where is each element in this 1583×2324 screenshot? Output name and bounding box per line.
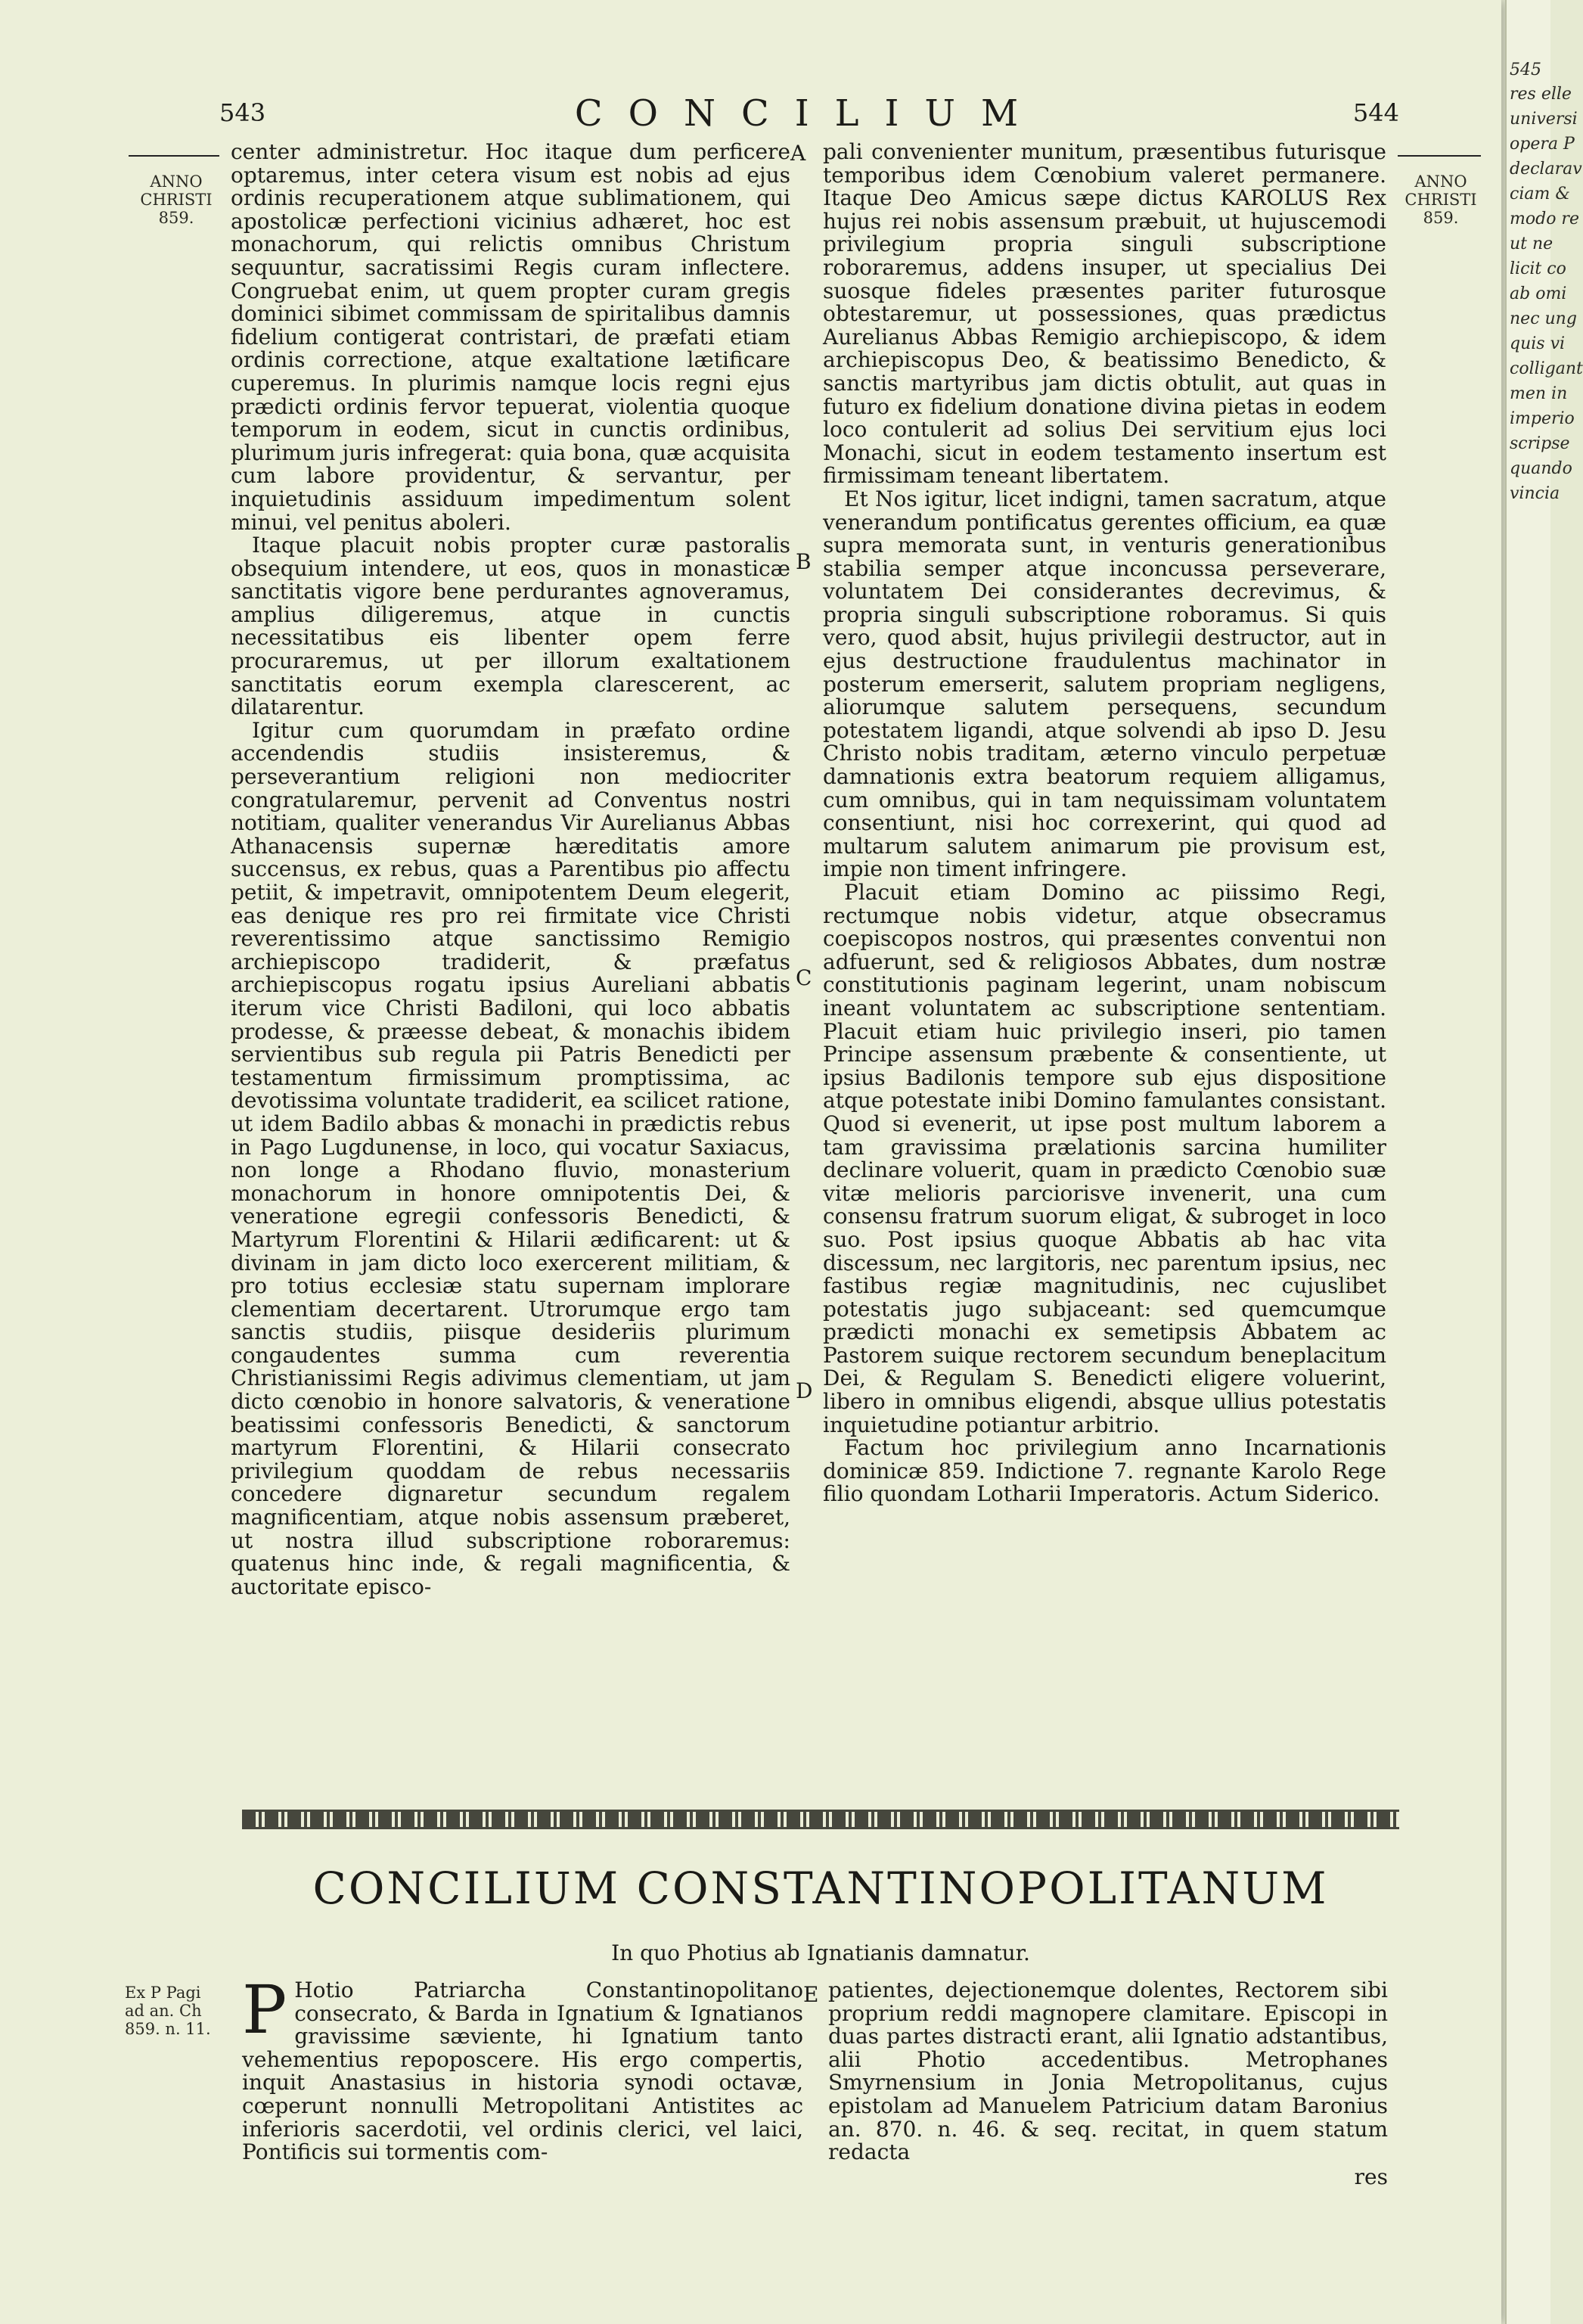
right-anno-note: ANNO CHRISTI 859.	[1405, 172, 1477, 227]
section-title: CONCILIUM CONSTANTINOPOLITANUM	[312, 1863, 1329, 1914]
left-anno-note: ANNO CHRISTI 859.	[140, 172, 213, 227]
source-note: Ex P Pagi ad an. Ch 859. n. 11.	[125, 1984, 211, 2038]
right-rule	[1398, 155, 1481, 157]
section-letter-b: B	[796, 549, 812, 574]
next-page-fragment: ab omi	[1510, 284, 1567, 303]
paragraph: Hotio Patriarcha Constantinopolitano consecrato, & Barda in Ignatium & Ignatianos gravissime sæviente, hi Ignatium tanto vehementius repoposcere. His ergo compertis, inquit Anastasius in historia synodi octavæ, cœperunt nonnulli Metropolitani Antistites ac inferioris sacerdotii, vel ordinis clerici, vel laici, Pontificis sui tormentis com-	[242, 1978, 803, 2165]
paragraph: Itaque placuit nobis propter curæ pastoralis obsequium intendere, ut eos, quos in monasticæ sanctitatis vigore bene perdurantes agnoveramus, amplius diligeremus, atque in cunctis necessitatibus eis libenter opem ferre procuraremus, ut per illorum exaltationem sanctitatis eorum exempla clarescerent, ac dilatarentur.	[231, 533, 790, 720]
section-letter-a: A	[790, 141, 806, 166]
next-page-fragment: nec ung	[1510, 309, 1577, 328]
next-page-fragment: imperio	[1510, 409, 1575, 428]
section-subtitle: In quo Photius ab Ignatianis damnatur.	[611, 1940, 1030, 1965]
section-letter-d: D	[796, 1378, 813, 1403]
next-page-fragment: ciam &	[1510, 185, 1570, 204]
left-page-number: 543	[219, 98, 266, 127]
right-page-number: 544	[1352, 98, 1399, 127]
paragraph: Igitur cum quorumdam in præfato ordine accendendis studiis insisteremus, & perseverantium religioni non mediocriter congratularemur, pervenit ad Conventus nostri notitiam, qualiter venerandus Vir Aurelianus Abbas Athanacensis supernæ hæreditatis amore succensus, ex rebus, quas a Parentibus pio affectu petiit, & impetravit, omnipotentem Deum elegerit, eas denique res pro rei firmitate vice Christi reverentissimo atque sanctissimo Remigio archiepiscopo tradiderit, & præfatus archiepiscopus rogatu ipsius Aureliani abbatis iterum vice Christi Badiloni, qui loco abbatis prodesse, & præesse debeat, & monachis ibidem servientibus sub regula pii Patris Benedicti per testamentum firmissimum promptissima, ac devotissima voluntate tradiderit, ea scilicet ratione, ut idem Badilo abbas & monachi in prædictis rebus in Pago Lugdunense, in loco, qui vocatur Saxiacus, non longe a Rhodano fluvio, monasterium monachorum in honore omnipotentis Dei, & veneratione egregii confessoris Benedicti, & Martyrum Florentini & Hilarii ædificarent: ut & divinam in jam dicto loco exercerent militiam, & pro totius ecclesiæ statu supernam implorare clementiam decertarent. Utrorumque ergo tam sanctis studiis, piisque desideriis plurimum congaudentes summa cum reverentia Christianissimi Regis adivimus clementiam, ut jam dicto cœnobio in honore salvatoris, & veneratione beatissimi confessoris Benedicti, & sanctorum martyrum Florentini, & Hilarii consecrato privilegium quoddam de rebus necessariis concedere dignaretur secundum regalem magnificentiam, atque nobis assensum præberet, ut nostra illud subscriptione roboraremus: quatenus hinc inde, & regali magnificentia, & auctoritate episco-	[231, 717, 790, 1599]
page-header	[219, 92, 1399, 144]
next-page-fragment: 545	[1510, 61, 1541, 79]
paragraph: pali convenienter munitum, præsentibus futurisque temporibus idem Cœnobium valeret permanere. Itaque Deo Amicus sæpe dictus KAROLUS Rex hujus rei nobis assensum præbuit, ut hujuscemodi privilegium propria singuli subscriptione roboraremus, addens insuper, ut specialius Dei suosque fideles præsentes pariter futurosque obtestaremur, ut possessiones, quas prædictus Aurelianus Abbas Remigio archiepiscopo, & idem archiepiscopus Deo, & beatissimo Benedicto, & sanctis martyribus jam dictis obtulit, aut quas in futuro ex fidelium donatione divina pietas in eodem loco contulerit ad solius Dei servitium ejus loci Monachi, sicut in eodem testamento insertum est firmissimam teneant libertatem.	[823, 139, 1386, 489]
section-right-column	[828, 1979, 1388, 2189]
next-page-fragment: quis vi	[1510, 334, 1566, 353]
next-page-fragment: scripse	[1510, 434, 1570, 453]
next-page-fragment: opera P	[1510, 135, 1575, 154]
left-rule	[129, 155, 219, 157]
paragraph: Placuit etiam Domino ac piissimo Regi, rectumque nobis videtur, atque obsecramus coepiscopos nostros, qui præsentes conventui non adfuerunt, sed & religiosos Abbates, dum nostræ constitutionis paginam legerint, unam nobiscum ineant voluntatem ac subscriptione sententiam. Placuit etiam huic privilegio inseri, pio tamen Principe assensum præbente & consentiente, ut ipsius Badilonis tempore sub ejus dispositione atque potestate inibi Domino famulantes consistant. Quod si evenerit, ut ipse post multum laborem a tam gravissima prælationis sarcina humiliter declinare voluerit, quam in prædicto Cœnobio suæ vitæ melioris parciorisve invenerit, una cum consensu fratrum suorum eligat, & subroget in loco suo. Post ipsius quoque Abbatis ab hac vita discessum, nec largitoris, nec parentum ipsius, nec fastibus regiæ magnitudinis, nec cujuslibet potestatis jugo subjaceant: sed quemcumque prædicti monachi ex semetipsis Abbatem ac Pastorem suique rectorem secundum beneplacitum Dei, & Regulam S. Benedicti eligere voluerint, libero in omnibus eligendi, absque ullius potestatis inquietudine potiantur arbitrio.	[823, 880, 1386, 1437]
next-page-fragment: colligant	[1510, 359, 1583, 378]
right-text-column	[823, 141, 1386, 1506]
next-page-fragment: ut ne	[1510, 235, 1554, 253]
paragraph: Factum hoc privilegium anno Incarnationis dominicæ 859. Indictione 7. regnante Karolo Rege filio quondam Lotharii Imperatoris. Actum Siderico.	[823, 1435, 1386, 1507]
next-page-fragment: licit co	[1510, 259, 1566, 278]
next-page-fragment: vincia	[1510, 484, 1560, 503]
next-page-edge	[1505, 0, 1583, 2324]
drop-cap-initial: P	[242, 1971, 287, 2049]
paragraph: center administretur. Hoc itaque dum perficere optaremus, inter cetera visum est nobis ad ejus ordinis recuperationem atque sublimationem, qui apostolicæ perfectioni vicinius adhæret, hoc est monachorum, qui relictis omnibus Christum sequuntur, sacratissimi Regis curam inflectere. Congruebat enim, ut quem propter curam gregis dominici sibimet commissam de spiritalibus damnis fidelium contigerat contristari, de præfati etiam ordinis correctione, atque exaltatione lætificare cuperemus. In plurimis namque locis regni ejus prædicti ordinis fervor tepuerat, violentia quoque temporum in eodem, sicut in cunctis ordinibus, plurimum juris infregerat: quia bona, quæ acquisita cum labore providentur, & servantur, per inquietudinis assiduum impedimentum solent minui, vel penitus aboleri.	[231, 139, 790, 535]
running-title: CONCILIUM	[574, 92, 1044, 135]
section-letter-c: C	[796, 965, 812, 990]
left-text-column	[231, 141, 790, 1599]
paragraph: Et Nos igitur, licet indigni, tamen sacratum, atque venerandum pontificatus gerentes officium, ea quæ supra memorata sunt, in venturis generationibus stabilia semper atque inconcussa perseverare, voluntatem Dei considerantes decrevimus, & propria singuli subscriptione roboramus. Si quis vero, quod absit, hujus privilegii destructor, aut in ejus destructione fraudulentus machinator in posterum emerserit, salutem propriam negligens, aliorumque salutem persequens, secundum potestatem ligandi, atque solvendi ab ipso D. Jesu Christo nobis traditam, æterno vinculo perpetuæ damnationis extra beatorum requiem alligamus, cum omnibus, qui in tam nequissimam voluntatem consentiunt, nisi hoc correxerint, qui quod ad multarum salutem animarum pie provisum est, impie non timent infringere.	[823, 486, 1386, 882]
section-letter-e: E	[803, 1982, 819, 2007]
catchword: res	[1354, 2164, 1388, 2189]
ornamental-divider	[242, 1810, 1399, 1829]
next-page-fragment: res elle	[1510, 85, 1572, 104]
next-page-fragment: men in	[1510, 384, 1568, 403]
paragraph: patientes, dejectionemque dolentes, Rectorem sibi proprium reddi magnopere clamitare. Episcopi in duas partes distracti erant, alii Ignatio adstantibus, alii Photio accedentibus. Metrophanes Smyrnensium in Jonia Metropolitanus, cujus epistolam ad Manuelem Patricium datam Baronius an. 870. n. 46. & seq. recitat, in quem statum redacta	[828, 1978, 1388, 2165]
next-page-fragment: universi	[1510, 110, 1578, 129]
section-left-column	[242, 1971, 803, 2165]
next-page-fragment: declarav	[1510, 160, 1582, 179]
next-page-fragment: quando	[1510, 459, 1572, 478]
next-page-fragment: modo re	[1510, 210, 1579, 228]
